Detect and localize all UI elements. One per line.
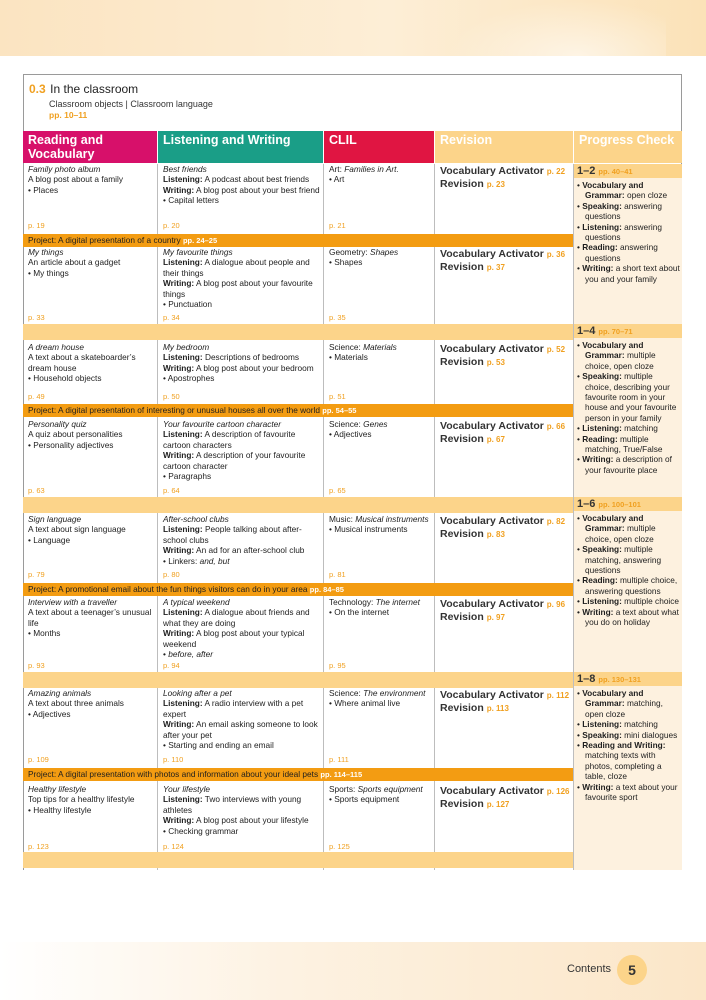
footer-label: Contents (567, 963, 612, 975)
listening-bullet: • before, after (163, 649, 213, 660)
clil-cell (329, 597, 431, 618)
progress-check-list (577, 688, 681, 802)
vocabulary-activator: Vocabulary Activator p. 82 (440, 515, 566, 527)
listening-line-label: Writing: (163, 815, 195, 826)
clil-page-ref: p. 35 (329, 313, 346, 322)
vocabulary-activator: Vocabulary Activator p. 66 (440, 420, 566, 432)
listening-line-label: Listening: (163, 794, 203, 805)
reading-title: Amazing animals (28, 688, 92, 698)
listening-line: Writing: An ad for an after-school club (163, 545, 305, 556)
reading-cell (28, 164, 154, 195)
progress-check-item: • Writing: a text about what you do on holiday (577, 606, 679, 628)
project-pages: pp. 84–85 (309, 585, 344, 594)
vocabulary-activator: Vocabulary Activator p. 112 (440, 689, 570, 701)
reading-title: A dream house (28, 342, 84, 352)
clil-page-ref: p. 81 (329, 570, 346, 579)
clil-topic: Science: Genes (329, 419, 388, 429)
reading-cell (28, 784, 154, 815)
revision-page: p. 83 (486, 530, 505, 539)
progress-check-item-label: Vocabulary and Grammar: (582, 688, 644, 709)
reading-cell (28, 688, 154, 719)
listening-line: Listening: A radio interview with a pet expert (163, 698, 304, 719)
listening-bullet: • Apostrophes (163, 373, 215, 384)
listening-line: Writing: A description of your favourite cartoon character (163, 450, 306, 471)
progress-check-pages: pp. 40–41 (598, 167, 633, 176)
clil-page-ref: p. 21 (329, 221, 346, 230)
progress-check-item: • Speaking: multiple matching, answering questions (577, 544, 662, 576)
reading-cell (28, 514, 154, 545)
unit-separator (23, 324, 573, 340)
header-clil: CLIL (324, 131, 434, 163)
listening-line-label: Listening: (163, 698, 203, 709)
reading-page-ref: p. 19 (28, 221, 45, 230)
clil-cell (329, 784, 431, 805)
listening-bullet: • Starting and ending an email (163, 740, 274, 751)
project-bar: Project: A digital presentation of a country pp. 24–25 (23, 234, 573, 247)
vocabulary-activator-page: p. 52 (546, 345, 566, 354)
listening-cell (163, 419, 321, 481)
clil-cell (329, 164, 431, 185)
listening-cell (163, 342, 321, 384)
clil-topic-italic: The environment (363, 688, 426, 698)
progress-check-list (577, 340, 681, 475)
clil-topic-italic: Musical instruments (355, 514, 429, 524)
revision-link: Revision p. 23 (440, 178, 505, 190)
reading-bullet: • Places (28, 184, 59, 195)
reading-title: Sign language (28, 514, 82, 524)
reading-description: A text about sign language (28, 524, 126, 535)
listening-title: My favourite things (163, 247, 233, 257)
progress-check-item-label: Listening: (582, 596, 622, 607)
listening-bullet: • Capital letters (163, 195, 219, 206)
listening-line-label: Writing: (163, 545, 195, 556)
listening-bullet: • Punctuation (163, 299, 213, 310)
project-bar: Project: A promotional email about the fun things visitors can do in your area pp. 84–85 (23, 583, 573, 596)
header-revision: Revision (435, 131, 573, 163)
revision-link: Revision p. 37 (440, 261, 505, 273)
progress-check-item: • Vocabulary and Grammar: matching, open cloze (577, 688, 663, 719)
clil-cell (329, 419, 431, 440)
listening-line: Writing: A blog post about your bedroom (163, 362, 314, 373)
progress-check-item: • Reading: multiple matching, True/False (577, 433, 663, 455)
clil-cell (329, 247, 431, 268)
reading-bullet: • Language (28, 534, 71, 545)
revision-link: Revision p. 83 (440, 528, 505, 540)
progress-check-item-label: Vocabulary and Grammar: (582, 340, 644, 361)
reading-bullet: • My things (28, 267, 69, 278)
reading-bullet: • Months (28, 628, 61, 639)
vocabulary-activator-page: p. 36 (546, 250, 566, 259)
listening-title: A typical weekend (163, 597, 230, 607)
reading-description: A quiz about personalities (28, 429, 123, 440)
progress-check-item-label: Speaking: (582, 544, 622, 555)
reading-bullet: • Household objects (28, 373, 102, 384)
progress-check-item-label: Vocabulary and Grammar: (582, 180, 644, 201)
vocabulary-activator-page: p. 82 (546, 517, 566, 526)
revision-cell (440, 515, 572, 541)
vocabulary-activator-page: p. 96 (546, 600, 566, 609)
vocabulary-activator-page: p. 66 (546, 422, 566, 431)
listening-bullet: • Checking grammar (163, 825, 239, 836)
progress-check-pages: pp. 70–71 (598, 327, 633, 336)
revision-link: Revision p. 97 (440, 611, 505, 623)
listening-line-label: Writing: (163, 362, 195, 373)
listening-bullet: • Linkers: and, but (163, 555, 230, 566)
listening-line-label: Listening: (163, 607, 203, 618)
page-number: 5 (617, 955, 647, 985)
progress-check-pages: pp. 100–101 (598, 500, 641, 509)
listening-page-ref: p. 50 (163, 392, 180, 401)
reading-cell (28, 342, 154, 384)
listening-line: Writing: A blog post about your typical weekend (163, 628, 305, 649)
top-band-wave (446, 0, 666, 56)
vocabulary-activator: Vocabulary Activator p. 36 (440, 248, 566, 260)
reading-bullet: • Personality adjectives (28, 439, 114, 450)
revision-cell (440, 343, 572, 369)
listening-line-label: Writing: (163, 719, 195, 730)
reading-bullet: • Healthy lifestyle (28, 804, 92, 815)
progress-check-item: • Writing: a short text about you and your family (577, 263, 680, 284)
progress-check-item: • Listening: multiple choice (577, 596, 680, 607)
listening-line: Listening: Descriptions of bedrooms (163, 352, 300, 363)
unit-separator (23, 852, 573, 868)
listening-line: Listening: People talking about after-school clubs (163, 524, 302, 545)
revision-page: p. 97 (486, 613, 505, 622)
clil-topic: Science: Materials (329, 342, 397, 352)
reading-page-ref: p. 63 (28, 486, 45, 495)
progress-check-item-label: Speaking: (582, 729, 622, 740)
revision-cell (440, 785, 572, 811)
reading-page-ref: p. 123 (28, 842, 49, 851)
clil-bullet: • Materials (329, 352, 368, 363)
header-listening-writing: Listening and Writing (158, 131, 323, 163)
listening-bullet-italic: before, after (168, 649, 213, 660)
unit-separator (23, 672, 573, 688)
vocabulary-activator: Vocabulary Activator p. 96 (440, 598, 566, 610)
progress-check-item: • Speaking: mini dialogues (577, 729, 678, 740)
intro-unit-pages: pp. 10–11 (49, 110, 88, 120)
revision-link: Revision p. 67 (440, 433, 505, 445)
listening-page-ref: p. 94 (163, 661, 180, 670)
progress-check-item-label: Writing: (582, 454, 614, 465)
listening-cell (163, 247, 321, 309)
clil-page-ref: p. 125 (329, 842, 350, 851)
listening-line: Listening: A podcast about best friends (163, 174, 310, 185)
listening-title: Best friends (163, 164, 207, 174)
project-pages: pp. 114–115 (320, 770, 363, 779)
listening-line: Listening: A description of favourite cartoon characters (163, 429, 296, 450)
progress-check-item: • Vocabulary and Grammar: open cloze (577, 180, 668, 201)
listening-line-label: Listening: (163, 429, 203, 440)
listening-line: Writing: A blog post about your best friend (163, 184, 320, 195)
progress-check-item-label: Writing: (582, 781, 614, 792)
progress-check-item-label: Listening: (582, 719, 622, 730)
progress-check-item-label: Reading: (582, 433, 618, 444)
revision-cell (440, 165, 572, 191)
revision-cell (440, 598, 572, 624)
listening-line-label: Writing: (163, 628, 195, 639)
clil-bullet: • Sports equipment (329, 794, 400, 805)
intro-unit-title: In the classroom (50, 82, 139, 96)
reading-description: Top tips for a healthy lifestyle (28, 794, 135, 805)
reading-description: A text about a teenager’s unusual life (28, 607, 152, 628)
progress-check-header: 1–4 pp. 70–71 (574, 324, 682, 338)
listening-cell (163, 164, 321, 206)
listening-line: Listening: Two interviews with young athletes (163, 794, 302, 815)
column-divider (573, 164, 574, 870)
progress-check-item: • Reading and Writing: matching texts with photos, completing a table, cloze (577, 740, 666, 782)
progress-check-item: • Speaking: answering questions (577, 200, 662, 222)
progress-check-item-label: Speaking: (582, 371, 622, 382)
reading-page-ref: p. 109 (28, 755, 49, 764)
progress-check-header: 1–6 pp. 100–101 (574, 497, 682, 511)
revision-page: p. 53 (486, 358, 505, 367)
reading-cell (28, 419, 154, 450)
progress-check-item: • Writing: a text about your favourite sport (577, 781, 678, 803)
vocabulary-activator: Vocabulary Activator p. 126 (440, 785, 570, 797)
listening-title: Your favourite cartoon character (163, 419, 282, 429)
revision-page: p. 67 (486, 435, 505, 444)
progress-check-item: • Listening: matching (577, 423, 658, 434)
listening-title: My bedroom (163, 342, 210, 352)
listening-cell (163, 514, 321, 566)
clil-topic-italic: Sports equipment (357, 784, 423, 794)
intro-unit-subtitle: Classroom objects | Classroom language (49, 99, 213, 109)
listening-line-label: Listening: (163, 257, 203, 268)
listening-page-ref: p. 80 (163, 570, 180, 579)
listening-line: Writing: A blog post about your favourite things (163, 278, 313, 299)
listening-cell (163, 688, 321, 750)
revision-cell (440, 420, 572, 446)
intro-unit-code: 0.3 (29, 82, 46, 96)
listening-page-ref: p. 34 (163, 313, 180, 322)
listening-bullet: • Paragraphs (163, 471, 212, 482)
top-decorative-band (0, 0, 706, 56)
reading-page-ref: p. 93 (28, 661, 45, 670)
listening-title: Your lifestyle (163, 784, 211, 794)
revision-page: p. 37 (486, 263, 505, 272)
column-divider (157, 164, 158, 870)
reading-page-ref: p. 79 (28, 570, 45, 579)
project-pages: pp. 54–55 (322, 406, 357, 415)
vocabulary-activator: Vocabulary Activator p. 52 (440, 343, 566, 355)
progress-check-header: 1–2 pp. 40–41 (574, 164, 682, 178)
reading-bullet: • Adjectives (28, 708, 71, 719)
clil-topic-italic: Genes (363, 419, 388, 429)
header-reading-vocabulary: Reading and Vocabulary (23, 131, 157, 163)
clil-topic-italic: Materials (363, 342, 397, 352)
project-pages: pp. 24–25 (182, 236, 218, 245)
column-divider (434, 164, 435, 870)
reading-description: A text about three animals (28, 698, 124, 709)
reading-description: A text about a skateboarder’s dream house (28, 352, 136, 373)
reading-description: An article about a gadget (28, 257, 121, 268)
progress-check-item-label: Reading: (582, 575, 618, 586)
progress-check-header: 1–8 pp. 130–131 (574, 672, 682, 686)
listening-page-ref: p. 124 (163, 842, 184, 851)
clil-bullet: • Adjectives (329, 429, 372, 440)
reading-cell (28, 597, 154, 639)
clil-page-ref: p. 95 (329, 661, 346, 670)
reading-title: Healthy lifestyle (28, 784, 87, 794)
reading-description: A blog post about a family (28, 174, 124, 185)
revision-page: p. 113 (486, 704, 509, 713)
header-progress-check: Progress Check (574, 131, 682, 163)
revision-cell (440, 248, 572, 274)
progress-check-item-label: Reading and Writing: (582, 740, 666, 751)
listening-bullet-italic: and, but (199, 555, 230, 566)
listening-line-label: Listening: (163, 524, 203, 535)
listening-line: Listening: A dialogue about people and their things (163, 257, 310, 278)
clil-topic: Science: The environment (329, 688, 426, 698)
clil-bullet: • Shapes (329, 257, 363, 268)
progress-check-item: • Writing: a description of your favourite place (577, 454, 672, 475)
unit-separator (23, 497, 573, 513)
intro-unit (29, 80, 213, 120)
revision-page: p. 127 (486, 800, 510, 809)
progress-check-item: • Vocabulary and Grammar: multiple choice, open cloze (577, 513, 656, 544)
revision-link: Revision p. 53 (440, 356, 505, 368)
column-divider (323, 164, 324, 870)
project-bar: Project: A digital presentation with photos and information about your ideal pets pp. 114–115 (23, 768, 573, 781)
vocabulary-activator-page: p. 126 (546, 787, 570, 796)
listening-line-label: Writing: (163, 450, 195, 461)
listening-page-ref: p. 20 (163, 221, 180, 230)
clil-bullet: • On the internet (329, 607, 390, 618)
vocabulary-activator-page: p. 22 (546, 167, 566, 176)
reading-page-ref: p. 33 (28, 313, 45, 322)
progress-check-item-label: Listening: (582, 221, 622, 232)
progress-check-item-label: Reading: (582, 242, 618, 253)
clil-page-ref: p. 65 (329, 486, 346, 495)
clil-bullet: • Where animal live (329, 698, 401, 709)
progress-check-list (577, 513, 681, 627)
listening-cell (163, 597, 321, 659)
reading-title: Personality quiz (28, 419, 87, 429)
clil-topic: Technology: The internet (329, 597, 420, 607)
listening-line: Writing: A blog post about your lifestyle (163, 815, 309, 826)
progress-check-item: • Vocabulary and Grammar: multiple choice, open cloze (577, 340, 656, 371)
progress-check-item: • Listening: answering questions (577, 221, 662, 243)
reading-title: Interview with a traveller (28, 597, 117, 607)
progress-check-pages: pp. 130–131 (598, 675, 641, 684)
project-bar: Project: A digital presentation of interesting or unusual houses all over the world pp. 54–55 (23, 404, 573, 417)
listening-page-ref: p. 64 (163, 486, 180, 495)
clil-cell (329, 342, 431, 363)
listening-line: Listening: A dialogue about friends and what they are doing (163, 607, 310, 628)
clil-page-ref: p. 51 (329, 392, 346, 401)
reading-title: My things (28, 247, 64, 257)
clil-page-ref: p. 111 (329, 755, 349, 764)
progress-check-list (577, 180, 681, 284)
clil-topic-italic: The internet (375, 597, 420, 607)
revision-link: Revision p. 127 (440, 798, 510, 810)
clil-topic: Music: Musical instruments (329, 514, 429, 524)
listening-line-label: Listening: (163, 174, 203, 185)
listening-title: After-school clubs (163, 514, 229, 524)
clil-topic-italic: Shapes (370, 247, 399, 257)
clil-topic: Geometry: Shapes (329, 247, 399, 257)
vocabulary-activator-page: p. 112 (546, 691, 570, 700)
revision-cell (440, 689, 572, 715)
listening-page-ref: p. 110 (163, 755, 184, 764)
clil-topic-italic: Families in Art. (344, 164, 399, 174)
clil-bullet: • Art (329, 174, 345, 185)
progress-check-item-label: Vocabulary and Grammar: (582, 513, 644, 534)
listening-line-label: Listening: (163, 352, 203, 363)
listening-line-label: Writing: (163, 278, 195, 289)
clil-topic: Art: Families in Art. (329, 164, 399, 174)
clil-cell (329, 514, 431, 535)
progress-check-item-label: Speaking: (582, 200, 622, 211)
listening-title: Looking after a pet (163, 688, 232, 698)
reading-page-ref: p. 49 (28, 392, 45, 401)
progress-check-item: • Listening: matching (577, 719, 658, 730)
progress-check-item-label: Listening: (582, 423, 622, 434)
clil-topic: Sports: Sports equipment (329, 784, 423, 794)
reading-cell (28, 247, 154, 278)
revision-page: p. 23 (486, 180, 505, 189)
progress-check-item: • Reading: answering questions (577, 242, 658, 263)
progress-check-item-label: Writing: (582, 606, 614, 617)
progress-check-item: • Speaking: multiple choice, describing your favourite room in your house and your favourite person in your family (577, 371, 677, 423)
revision-link: Revision p. 113 (440, 702, 509, 714)
reading-title: Family photo album (28, 164, 101, 174)
vocabulary-activator: Vocabulary Activator p. 22 (440, 165, 566, 177)
progress-check-item: • Reading: multiple choice, answering questions (577, 575, 678, 596)
listening-line: Writing: An email asking someone to look after your pet (163, 719, 318, 740)
listening-line-label: Writing: (163, 184, 195, 195)
clil-bullet: • Musical instruments (329, 524, 408, 535)
progress-check-item-label: Writing: (582, 263, 614, 274)
clil-cell (329, 688, 431, 709)
listening-cell (163, 784, 321, 836)
